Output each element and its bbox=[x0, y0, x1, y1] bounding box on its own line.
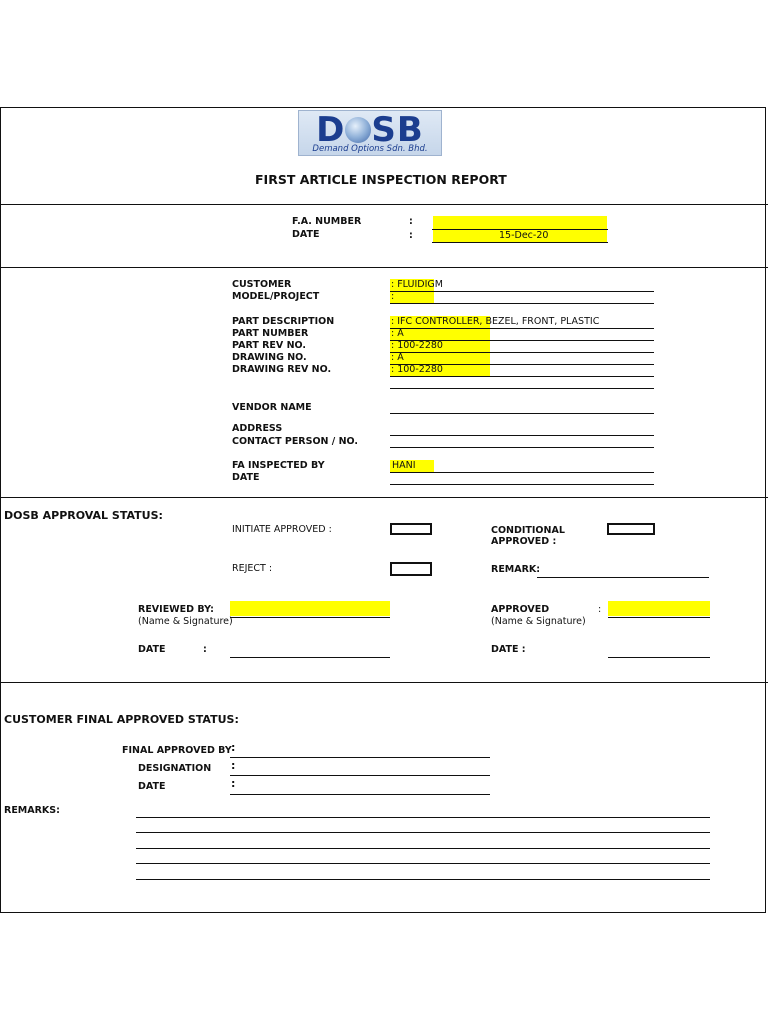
colon: : bbox=[598, 604, 602, 615]
underline bbox=[390, 472, 654, 473]
vendor-name-label: VENDOR NAME bbox=[232, 402, 312, 413]
approved-field[interactable] bbox=[608, 601, 710, 616]
customer-final-heading: CUSTOMER FINAL APPROVED STATUS: bbox=[4, 713, 239, 726]
reject-label: REJECT : bbox=[232, 563, 273, 574]
underline bbox=[390, 376, 654, 377]
conditional-approved-label: APPROVED : bbox=[491, 536, 557, 547]
fa-number-label: F.A. NUMBER bbox=[292, 216, 362, 227]
drawing-no-label: DRAWING NO. bbox=[232, 352, 307, 363]
address-line[interactable] bbox=[390, 435, 654, 436]
underline bbox=[390, 364, 654, 365]
section-divider bbox=[0, 497, 768, 498]
part-number-value[interactable]: : A bbox=[391, 328, 404, 339]
remarks-label: REMARKS: bbox=[4, 805, 60, 816]
report-title: FIRST ARTICLE INSPECTION REPORT bbox=[255, 172, 507, 187]
part-number-label: PART NUMBER bbox=[232, 328, 309, 339]
part-description-value[interactable]: : IFC CONTROLLER, BEZEL, FRONT, PLASTIC bbox=[391, 316, 600, 327]
reviewed-date-line[interactable] bbox=[230, 657, 390, 658]
dosb-approval-heading: DOSB APPROVAL STATUS: bbox=[4, 509, 163, 522]
designation-line[interactable] bbox=[230, 775, 490, 776]
drawing-rev-label: DRAWING REV NO. bbox=[232, 364, 332, 375]
remarks-line[interactable] bbox=[136, 848, 710, 849]
reviewed-by-sublabel: (Name & Signature) bbox=[138, 616, 233, 627]
colon: : bbox=[231, 741, 236, 754]
final-date-line[interactable] bbox=[230, 794, 490, 795]
final-approved-by-label: FINAL APPROVED BY bbox=[122, 745, 232, 756]
final-approved-by-line[interactable] bbox=[230, 757, 490, 758]
underline bbox=[390, 303, 654, 304]
drawing-rev-value[interactable]: : 100-2280 bbox=[391, 364, 443, 375]
colon: : bbox=[409, 216, 413, 227]
underline bbox=[390, 340, 654, 341]
remark-label: REMARK: bbox=[491, 564, 541, 575]
remarks-line[interactable] bbox=[136, 863, 710, 864]
conditional-approved-checkbox[interactable] bbox=[607, 523, 655, 535]
remarks-line[interactable] bbox=[136, 817, 710, 818]
remarks-line[interactable] bbox=[136, 832, 710, 833]
section-divider bbox=[0, 682, 768, 683]
model-label: MODEL/PROJECT bbox=[232, 291, 320, 302]
section-divider bbox=[0, 204, 768, 205]
designation-label: DESIGNATION bbox=[138, 763, 212, 774]
fa-date-field[interactable]: 15-Dec-20 bbox=[433, 230, 607, 242]
reviewed-by-label: REVIEWED BY: bbox=[138, 604, 214, 615]
fa-number-field[interactable] bbox=[433, 216, 607, 229]
inspected-by-label: FA INSPECTED BY bbox=[232, 460, 325, 471]
logo-wordmark: D SB bbox=[316, 110, 424, 150]
drawing-no-value[interactable]: : A bbox=[391, 352, 404, 363]
reviewed-date-label: DATE bbox=[138, 644, 166, 655]
contact-person-label: CONTACT PERSON / NO. bbox=[232, 436, 359, 447]
reviewed-by-field[interactable] bbox=[230, 601, 390, 616]
globe-icon bbox=[345, 117, 371, 143]
conditional-label: CONDITIONAL bbox=[491, 525, 565, 536]
underline bbox=[390, 352, 654, 353]
approved-date-line[interactable] bbox=[608, 657, 710, 658]
customer-value[interactable]: : FLUIDIGM bbox=[391, 279, 443, 290]
address-label: ADDRESS bbox=[232, 423, 283, 434]
remarks-line[interactable] bbox=[136, 879, 710, 880]
colon: : bbox=[409, 230, 413, 241]
inspection-date-label: DATE bbox=[232, 472, 260, 483]
underline bbox=[608, 617, 710, 618]
vendor-name-line[interactable] bbox=[390, 413, 654, 414]
colon: : bbox=[203, 644, 207, 655]
model-value[interactable]: : bbox=[391, 291, 395, 302]
final-date-label: DATE bbox=[138, 781, 166, 792]
model-highlight bbox=[390, 291, 434, 303]
fa-date-label: DATE bbox=[292, 229, 320, 240]
part-rev-value[interactable]: : 100-2280 bbox=[391, 340, 443, 351]
approved-label: APPROVED bbox=[491, 604, 550, 615]
section-divider bbox=[0, 267, 768, 268]
colon: : bbox=[231, 777, 236, 790]
underline bbox=[390, 291, 654, 292]
initiate-approved-checkbox[interactable] bbox=[390, 523, 432, 535]
underline bbox=[432, 242, 608, 243]
underline bbox=[230, 617, 390, 618]
initiate-approved-label: INITIATE APPROVED : bbox=[232, 524, 332, 535]
inspection-date-line[interactable] bbox=[390, 484, 654, 485]
part-description-label: PART DESCRIPTION bbox=[232, 316, 335, 327]
colon: : bbox=[231, 759, 236, 772]
company-logo bbox=[298, 110, 442, 156]
remark-line[interactable] bbox=[537, 577, 709, 578]
customer-label: CUSTOMER bbox=[232, 279, 292, 290]
reject-checkbox[interactable] bbox=[390, 562, 432, 576]
approved-sublabel: (Name & Signature) bbox=[491, 616, 586, 627]
contact-person-line[interactable] bbox=[390, 447, 654, 448]
approved-date-label: DATE : bbox=[491, 644, 526, 655]
underline bbox=[390, 328, 654, 329]
part-rev-label: PART REV NO. bbox=[232, 340, 307, 351]
underline bbox=[390, 388, 654, 389]
inspected-by-value[interactable]: HANI bbox=[392, 460, 416, 471]
logo-subtitle: Demand Options Sdn. Bhd. bbox=[312, 144, 428, 154]
